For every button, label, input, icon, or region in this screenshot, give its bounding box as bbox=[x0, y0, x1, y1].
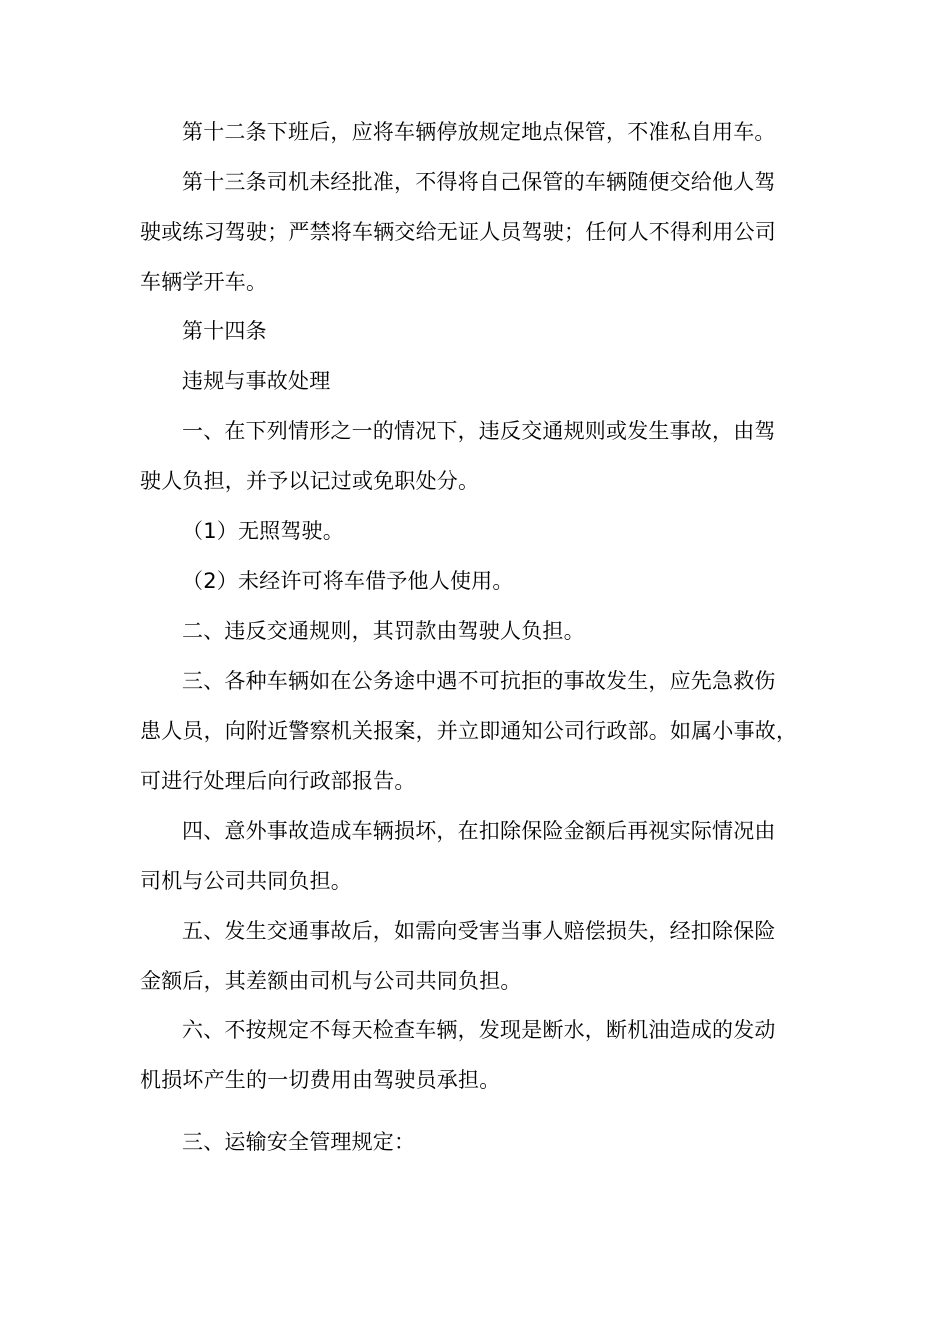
list-item: （2）未经许可将车借予他人使用。 bbox=[182, 569, 514, 593]
text-line: 第十二条下班后，应将车辆停放规定地点保管，不准私自用车。 bbox=[182, 120, 776, 144]
text-line: 患人员，向附近警察机关报案，并立即通知公司行政部。如属小事故， bbox=[140, 719, 798, 743]
text-line: 五、发生交通事故后，如需向受害当事人赔偿损失，经扣除保险 bbox=[182, 919, 776, 943]
text-line: 驶或练习驾驶；严禁将车辆交给无证人员驾驶；任何人不得利用公司 bbox=[140, 220, 776, 244]
section-heading: 违规与事故处理 bbox=[182, 369, 331, 393]
text-line: 一、在下列情形之一的情况下，违反交通规则或发生事故，由驾 bbox=[182, 419, 776, 443]
text-line: 车辆学开车。 bbox=[140, 270, 268, 294]
text-line: 六、不按规定不每天检查车辆，发现是断水，断机油造成的发动 bbox=[182, 1018, 776, 1042]
text-line: 第十四条 bbox=[182, 319, 267, 343]
text-line: 第十三条司机未经批准，不得将自己保管的车辆随便交给他人驾 bbox=[182, 170, 776, 194]
text-line: 二、违反交通规则，其罚款由驾驶人负担。 bbox=[182, 619, 585, 643]
text-line: 驶人负担，并予以记过或免职处分。 bbox=[140, 469, 480, 493]
text-line: 机损坏产生的一切费用由驾驶员承担。 bbox=[140, 1068, 501, 1092]
text-line: 可进行处理后向行政部报告。 bbox=[140, 769, 416, 793]
section-heading: 三、运输安全管理规定： bbox=[182, 1130, 416, 1154]
text-line: 金额后，其差额由司机与公司共同负担。 bbox=[140, 969, 522, 993]
list-item: （1）无照驾驶。 bbox=[182, 519, 344, 543]
text-line: 三、各种车辆如在公务途中遇不可抗拒的事故发生，应先急救伤 bbox=[182, 669, 776, 693]
text-line: 四、意外事故造成车辆损坏，在扣除保险金额后再视实际情况由 bbox=[182, 819, 776, 843]
text-line: 司机与公司共同负担。 bbox=[140, 869, 352, 893]
